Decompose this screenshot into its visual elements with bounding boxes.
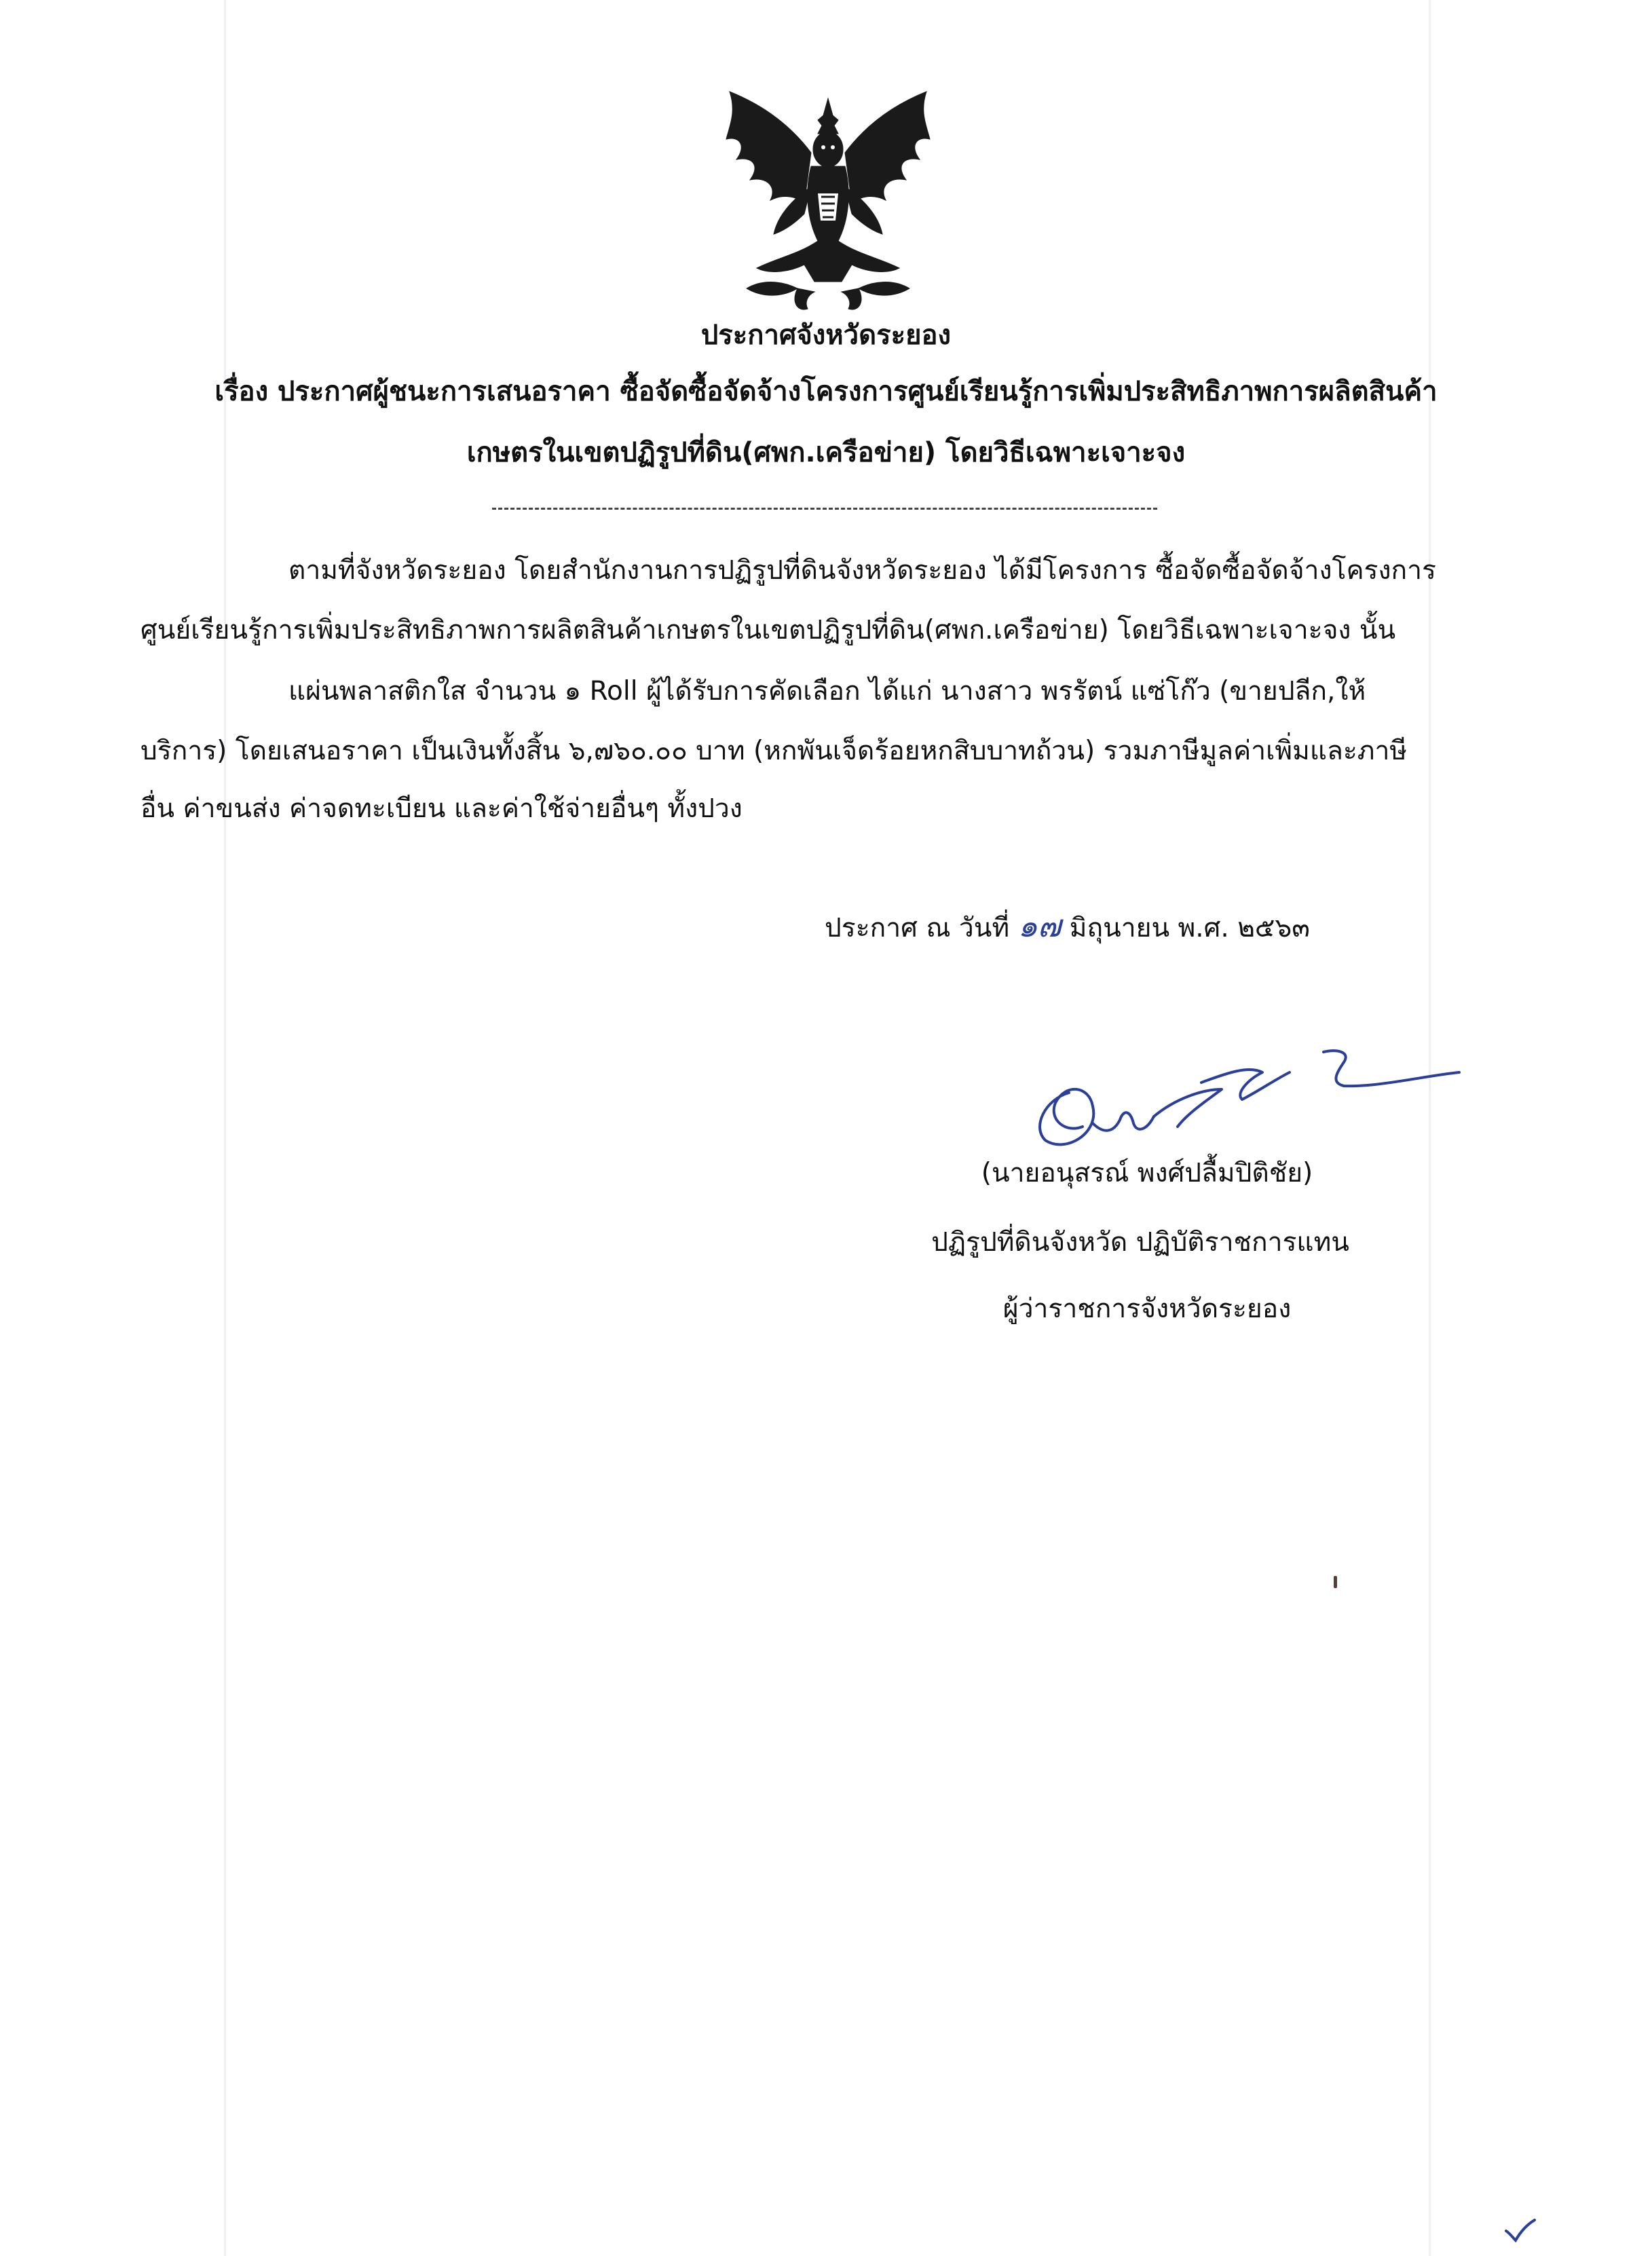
date-prefix: ประกาศ ณ วันที่ xyxy=(825,913,1010,943)
body-text: บริการ) โดยเสนอราคา เป็นเงินทั้งสิ้น ๖,๗๖๐.๐๐ บาท (หกพันเจ็ดร้อยหกสิบบาทถ้วน) รวมภาษีมูลค่าเพิ่มและภาษี xyxy=(140,736,1408,766)
ink-mark xyxy=(1334,1576,1337,1588)
handwritten-signature xyxy=(1018,1025,1466,1161)
signer-name: (นายอนุสรณ์ พงศ์ปลื้มปิติชัย) xyxy=(981,1158,1313,1188)
signer-position: ปฏิรูปที่ดินจังหวัด ปฏิบัติราชการแทน xyxy=(931,1227,1349,1258)
separator-line xyxy=(492,508,1157,510)
announcement-date xyxy=(825,909,1310,945)
body-text: ศูนย์เรียนรู้การเพิ่มประสิทธิภาพการผลิตสินค้าเกษตรในเขตปฏิรูปที่ดิน(ศพก.เครือข่าย) โดยวิธีเฉพาะเจาะจง นั้น xyxy=(140,615,1396,645)
signer-position: ผู้ว่าราชการจังหวัดระยอง xyxy=(1002,1294,1292,1324)
date-day-handwritten: ๑๗ xyxy=(1017,907,1062,944)
garuda-emblem-icon xyxy=(716,85,940,316)
document-title: ประกาศจังหวัดระยอง xyxy=(700,320,952,351)
body-text: แผ่นพลาสติกใส จำนวน ๑ Roll ผู้ได้รับการคัดเลือก ได้แก่ นางสาว พรรัตน์ แซ่โก๊ว (ขายปลีก,ให้ xyxy=(288,676,1366,707)
body-text: ตามที่จังหวัดระยอง โดยสำนักงานการปฏิรูปที่ดินจังหวัดระยอง ได้มีโครงการ ซื้อจัดซื้อจัดจ้างโครงการ xyxy=(288,555,1436,586)
subject-line: เกษตรในเขตปฏิรูปที่ดิน(ศพก.เครือข่าย) โดยวิธีเฉพาะเจาะจง xyxy=(466,437,1186,468)
body-text: อื่น ค่าขนส่ง ค่าจดทะเบียน และค่าใช้จ่ายอื่นๆ ทั้งปวง xyxy=(140,793,743,824)
subject-line: เรื่อง ประกาศผู้ชนะการเสนอราคา ซื้อจัดซื้อจัดจ้างโครงการศูนย์เรียนรู้การเพิ่มประสิทธิภาพการผลิตสินค้า xyxy=(214,376,1438,407)
date-suffix: มิถุนายน พ.ศ. ๒๕๖๓ xyxy=(1069,913,1310,943)
check-mark-icon xyxy=(1503,2216,1537,2243)
